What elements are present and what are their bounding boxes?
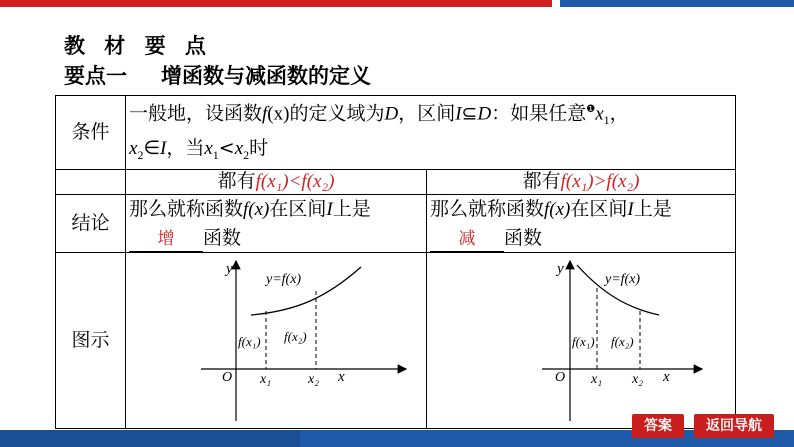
footnote-marker: ❶ <box>586 104 596 115</box>
top-bar-gap <box>552 0 560 7</box>
condition-label: 条件 <box>56 96 126 170</box>
left-graph-cell <box>126 252 427 428</box>
answer-button[interactable]: 答案 <box>632 414 684 438</box>
condition-line-2: $x_2\in I$，当$x_1<x_2$时 <box>129 137 269 162</box>
x-axis-label: x <box>663 368 670 385</box>
y-axis-label: y <box>557 260 564 277</box>
f-x2-label: f(x₂) <box>284 328 307 344</box>
section-title <box>64 60 371 90</box>
left-inequality: 都有f(x₁)<f(x₂) <box>126 169 427 194</box>
origin-label: O <box>555 369 566 385</box>
back-navigation-button[interactable]: 返回导航 <box>694 414 774 438</box>
curve-label: y=f(x) <box>605 271 641 287</box>
section-number: 要点一 <box>64 64 127 88</box>
section-heading: 增函数与减函数的定义 <box>161 64 371 88</box>
left-conclusion: 那么就称函数f(x)在区间I上是 增 函数 <box>126 194 427 252</box>
condition-cell <box>126 96 736 170</box>
decreasing-answer: 减 <box>430 227 504 252</box>
x-axis-label: x <box>338 368 345 385</box>
f-x2-label: f(x₂) <box>611 333 634 349</box>
bottom-bar-dark <box>0 430 300 447</box>
f-x1-label: f(x₁) <box>572 333 595 349</box>
decreasing-graph <box>427 253 736 428</box>
x2-label: x₂ <box>308 371 320 387</box>
top-bar-red <box>0 0 560 7</box>
curve-label: y=f(x) <box>266 271 302 287</box>
top-bar <box>0 0 794 7</box>
right-inequality: 都有f(x₁)>f(x₂) <box>427 169 736 194</box>
blank-cell <box>56 169 126 194</box>
right-graph-cell <box>427 252 736 428</box>
conclusion-label: 结论 <box>56 194 126 252</box>
page-title: 教 材 要 点 <box>64 34 212 58</box>
f-x1-label: f(x₁) <box>238 333 261 349</box>
x2-label: x₂ <box>632 371 644 387</box>
y-axis-label: y <box>226 260 233 277</box>
increasing-answer: 增 <box>129 227 203 252</box>
origin-label: O <box>222 369 233 385</box>
increasing-graph <box>126 253 427 428</box>
x1-label: x₁ <box>591 371 603 387</box>
figure-label: 图示 <box>56 252 126 428</box>
condition-line-1: 一般地，设函数f(x)的定义域为D，区间I⊆D：如果任意$^❶x_1$， <box>129 102 629 128</box>
right-conclusion: 那么就称函数f(x)在区间I上是 减 函数 <box>427 194 736 252</box>
definition-table <box>55 95 736 429</box>
top-bar-blue <box>560 0 794 7</box>
x1-label: x₁ <box>260 371 272 387</box>
